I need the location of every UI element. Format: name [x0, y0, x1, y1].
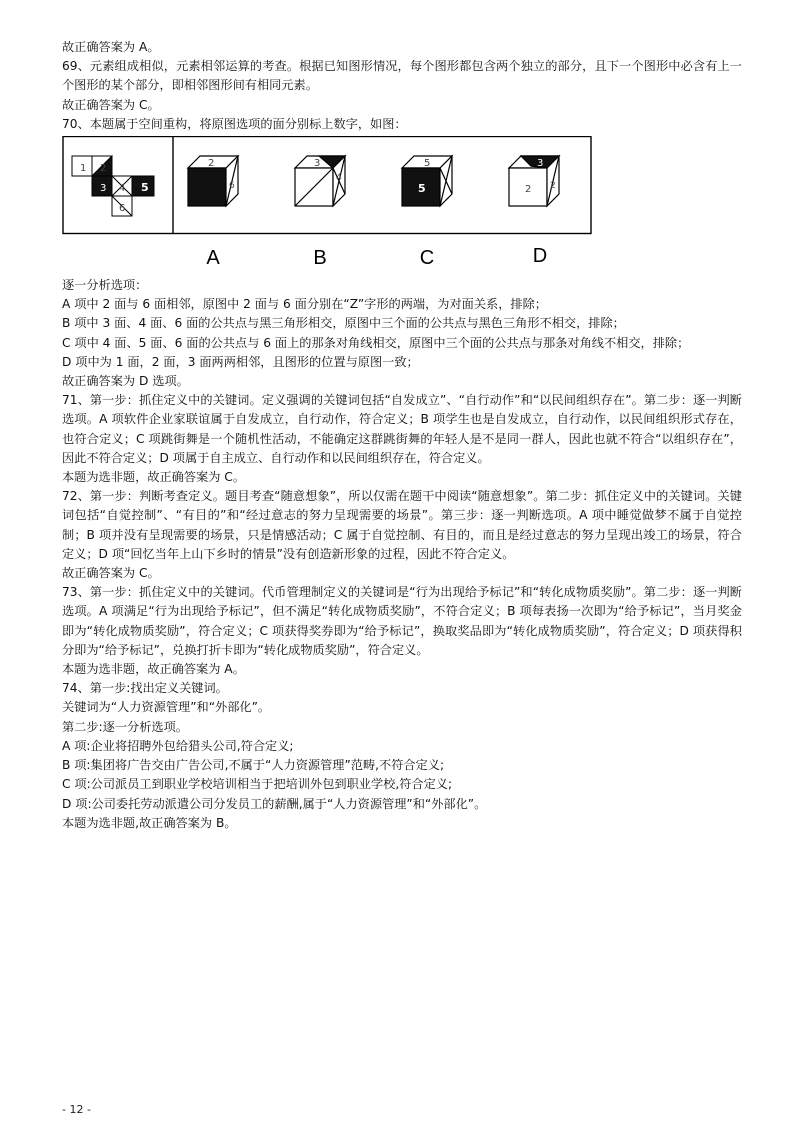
text-line: B 项中 3 面、4 面、6 面的公共点与黑三角形相交，原图中三个面的公共点与黑色三角形不相交，排除； — [62, 316, 625, 331]
text-line: 73、第一步：抓住定义中的关键词。代币管理制定义的关键词是“行为出现给予标记”和“转化成物质奖励”。第二步：逐一判断选项。A 项满足“行为出现给予标记”，但不满足“转化成物质奖励”，不符合定义；B 项每表扬一次即为“给予标记”，当月奖金即为“转化成物质奖励”，符合定义；C 项获得奖券即为“给予标记”，换取奖品即为“转化成物质奖励”，符合定义；D 项获得积分即为“给予标记”，兑换打折卡即为“转化成物质奖励”，符合定义。 — [62, 585, 742, 657]
text-line: 本题为选非题，故正确答案为 A。 — [62, 662, 245, 677]
cube-a-top: 2 — [208, 158, 215, 170]
text-line: 故正确答案为 A。 — [62, 40, 160, 54]
option-label-d: D — [532, 245, 548, 268]
text-line: 74、第一步:找出定义关键词。 — [62, 681, 228, 696]
net-number: 2 — [100, 163, 107, 175]
text-line: 第二步:逐一分析选项。 — [62, 719, 188, 734]
text-line: 逐一分析选项： — [62, 278, 148, 293]
text-line: A 项:企业将招聘外包给猎头公司,符合定义; — [62, 738, 294, 753]
cube-d-front: 2 — [525, 184, 532, 196]
text-line: 70、本题属于空间重构，将原图选项的面分别标上数字，如图： — [62, 116, 407, 131]
cube-a — [188, 156, 238, 206]
text-line: D 项:公司委托劳动派遣公司分发员工的薪酬,属于“人力资源管理”和“外部化”。 — [62, 796, 487, 811]
text-line: D 项中为 1 面，2 面，3 面两两相邻，且图形的位置与原图一致； — [62, 354, 419, 369]
text-line: 故正确答案为 D 选项。 — [62, 374, 189, 389]
text-line: 本题为选非题，故正确答案为 C。 — [62, 470, 246, 485]
net-number: 3 — [100, 183, 107, 195]
text-block-bottom — [62, 276, 742, 833]
text-line: C 项:公司派员工到职业学校培训相当于把培训外包到职业学校,符合定义; — [62, 777, 453, 792]
cube-c — [402, 156, 452, 206]
text-line: 本题为选非题,故正确答案为 B。 — [62, 815, 237, 830]
cube-figure-svg — [62, 136, 592, 274]
option-label-a: A — [206, 247, 220, 270]
text-line: 故正确答案为 C。 — [62, 566, 160, 581]
text-line: B 项:集团将广告交由广告公司,不属于“人力资源管理”范畴,不符合定义; — [62, 758, 445, 773]
net-number: 6 — [119, 203, 126, 215]
document-body — [62, 38, 742, 833]
cube-d-top: 3 — [537, 158, 544, 170]
text-line: C 项中 4 面、5 面、6 面的公共点与 6 面上的那条对角线相交，原图中三个面的公共点与那条对角线不相交，排除； — [62, 335, 690, 350]
text-line: 关键词为“人力资源管理”和“外部化”。 — [62, 700, 271, 715]
net-number: 1 — [80, 163, 87, 175]
text-line: 故正确答案为 C。 — [62, 97, 160, 112]
text-line: 69、元素组成相似，元素相邻运算的考查。根据已知图形情况，每个图形都包含两个独立的部分，且下一个图形中必含有上一个图形的某个部分，即相邻图形间有相同元素。 — [62, 59, 742, 93]
option-label-b: B — [313, 247, 327, 270]
cube-a-right: 6 — [229, 181, 235, 192]
cube-d-right: 2 — [550, 181, 556, 192]
cube-b — [295, 156, 345, 206]
cube-figure — [62, 136, 592, 274]
text-line: 72、第一步：判断考查定义。题目考查“随意想象”，所以仅需在题干中阅读“随意想象”。第二步：抓住定义中的关键词。关键词包括“自觉控制”、“有目的”和“经过意志的努力呈现需要的场景”。第三步：逐一判断选项。A 项中睡觉做梦不属于自觉控制；B 项并没有呈现需要的场景，只是情感活动；C 属于自觉控制、有目的，而且是经过意志的努力呈现出竣工的场景，符合定义；D 项“回忆当年上山下乡时的情景”没有创造新形象的过程，因此不符合定义。 — [62, 489, 742, 561]
text-line: A 项中 2 面与 6 面相邻，原图中 2 面与 6 面分别在“Z”字形的两端，为对面关系，排除； — [62, 297, 547, 312]
net-number: 5 — [141, 181, 149, 195]
text-block-top — [62, 38, 742, 134]
page-number: - 12 - — [62, 1103, 91, 1116]
cube-c-top: 5 — [424, 158, 431, 170]
cube-d — [509, 156, 559, 206]
option-label-c: C — [419, 247, 435, 270]
cube-c-front: 5 — [418, 182, 426, 196]
cube-b-top: 3 — [314, 158, 321, 170]
net-number: 4 — [119, 183, 126, 195]
cube-b-right: 4 — [336, 173, 342, 184]
text-line: 71、第一步：抓住定义中的关键词。定义强调的关键词包括“自发成立”、“自行动作”和“以民间组织存在”。第二步：逐一判断选项。A 项软件企业家联谊属于自发成立，自行动作，符合定义；B 项学生也是自发成立，自行动作，以民间组织形式存在，也符合定义；C 项跳街舞是一个随机性活动，不能确定这群跳街舞的年轻人是不是同一群人，因此也就不符合“以组织存在”，因此不符合定义；D 项属于自主成立、自行动作和以民间组织存在，符合定义。 — [62, 393, 742, 465]
